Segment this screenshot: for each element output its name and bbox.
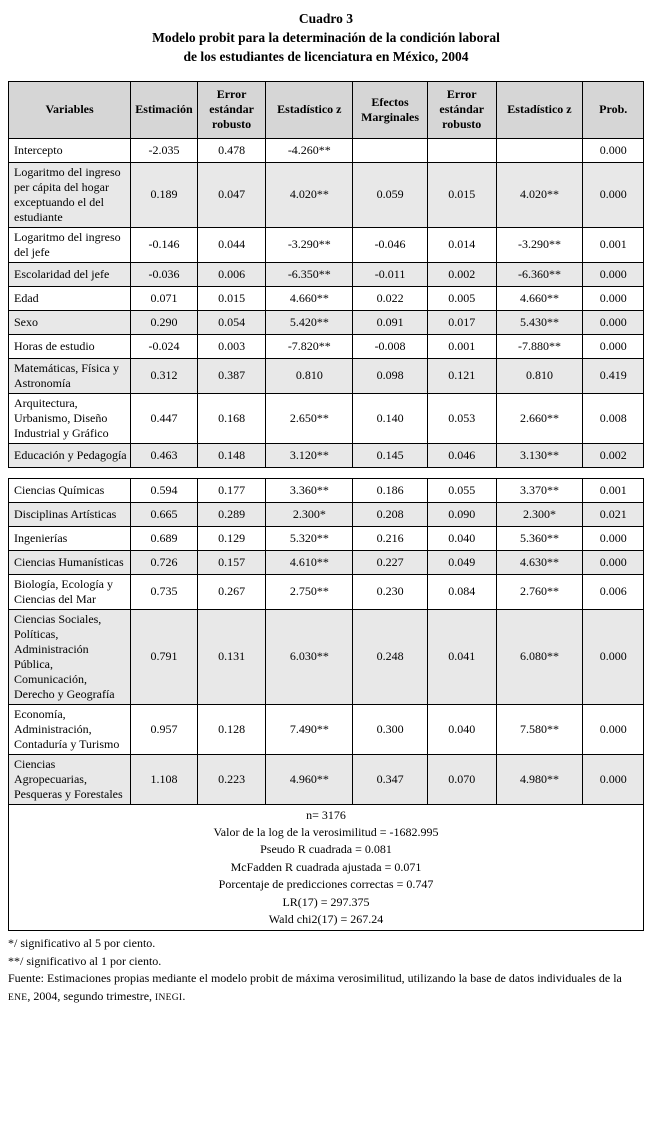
statistic-line: Pseudo R cuadrada = 0.081 (260, 842, 392, 857)
table-row (9, 478, 644, 502)
value-cell: 2.660** (496, 393, 583, 443)
value-cell: 0.140 (353, 393, 428, 443)
value-cell: -3.290** (266, 227, 353, 262)
source-text-1: Fuente: Estimaciones propias mediante el modelo probit de máxima verosimilitud, utilizando la base de datos individuales de la (8, 971, 622, 986)
value-cell: 0.040 (427, 704, 496, 754)
value-cell: 0.090 (427, 502, 496, 526)
value-cell: 6.030** (266, 609, 353, 704)
value-cell: -2.035 (131, 138, 198, 162)
value-cell: 2.760** (496, 574, 583, 609)
value-cell: 0.810 (266, 358, 353, 393)
table-row (9, 443, 644, 467)
value-cell: 4.020** (266, 162, 353, 227)
table-row (9, 334, 644, 358)
value-cell: 0.044 (197, 227, 266, 262)
value-cell: 0.208 (353, 502, 428, 526)
value-cell: 0.055 (427, 478, 496, 502)
note-significance-5pct: */ significativo al 5 por ciento. (8, 936, 156, 951)
probit-table-part1 (8, 81, 644, 468)
value-cell: 0.049 (427, 550, 496, 574)
variable-name-cell: Ciencias Químicas (9, 478, 131, 502)
variable-name-cell: Ciencias Sociales, Políticas, Administración Pública, Comunicación, Derecho y Geografía (9, 609, 131, 704)
value-cell: 0.129 (197, 526, 266, 550)
value-cell: 0.001 (583, 478, 644, 502)
value-cell: 0.001 (427, 334, 496, 358)
value-cell: 0.091 (353, 310, 428, 334)
value-cell: -7.820** (266, 334, 353, 358)
value-cell: 0.070 (427, 754, 496, 804)
table-row (9, 609, 644, 704)
value-cell: 0.230 (353, 574, 428, 609)
value-cell: 0.040 (427, 526, 496, 550)
value-cell: 0.290 (131, 310, 198, 334)
table-row (9, 574, 644, 609)
table-caption-line1: Modelo probit para la determinación de la condición laboral (152, 29, 500, 45)
value-cell: 0.248 (353, 609, 428, 704)
statistics-row (9, 804, 644, 931)
value-cell: 0.447 (131, 393, 198, 443)
value-cell: 5.320** (266, 526, 353, 550)
value-cell: 0.419 (583, 358, 644, 393)
table-row (9, 358, 644, 393)
value-cell: 4.630** (496, 550, 583, 574)
value-cell: 0.000 (583, 704, 644, 754)
value-cell: 5.360** (496, 526, 583, 550)
value-cell: -6.350** (266, 262, 353, 286)
variable-name-cell: Arquitectura, Urbanismo, Diseño Industrial y Gráfico (9, 393, 131, 443)
variable-name-cell: Logaritmo del ingreso per cápita del hogar exceptuando el del estudiante (9, 162, 131, 227)
value-cell: 3.120** (266, 443, 353, 467)
value-cell: 0.735 (131, 574, 198, 609)
note-significance-1pct: **/ significativo al 1 por ciento. (8, 953, 162, 968)
value-cell: 0.000 (583, 754, 644, 804)
col-header-prob: Prob. (583, 81, 644, 138)
table-row (9, 227, 644, 262)
value-cell: 0.157 (197, 550, 266, 574)
value-cell: 0.008 (583, 393, 644, 443)
value-cell: 0.689 (131, 526, 198, 550)
value-cell: 0.312 (131, 358, 198, 393)
variable-name-cell: Matemáticas, Física y Astronomía (9, 358, 131, 393)
value-cell: 0.084 (427, 574, 496, 609)
value-cell: 5.420** (266, 310, 353, 334)
table-row (9, 550, 644, 574)
table-notes (8, 935, 644, 1005)
value-cell: 7.490** (266, 704, 353, 754)
value-cell: 3.130** (496, 443, 583, 467)
table-row (9, 286, 644, 310)
value-cell: 0.000 (583, 550, 644, 574)
table-row (9, 393, 644, 443)
value-cell: 6.080** (496, 609, 583, 704)
col-header-variables: Variables (9, 81, 131, 138)
statistic-line: Valor de la log de la verosimilitud = -1682.995 (213, 825, 439, 840)
table-row (9, 162, 644, 227)
variable-name-cell: Ingenierías (9, 526, 131, 550)
value-cell: -0.036 (131, 262, 198, 286)
variable-name-cell: Economía, Administración, Contaduría y Turismo (9, 704, 131, 754)
value-cell: 0.098 (353, 358, 428, 393)
value-cell: 0.041 (427, 609, 496, 704)
col-header-estimacion: Estimación (131, 81, 198, 138)
value-cell: 0.478 (197, 138, 266, 162)
value-cell: 0.177 (197, 478, 266, 502)
col-header-efectos-marginales: Efectos Marginales (353, 81, 428, 138)
variable-name-cell: Edad (9, 286, 131, 310)
value-cell: 0.002 (583, 443, 644, 467)
acronym-inegi: INEGI (155, 992, 183, 1003)
value-cell: 0.000 (583, 334, 644, 358)
value-cell: 0.216 (353, 526, 428, 550)
value-cell: 0.223 (197, 754, 266, 804)
value-cell: 0.071 (131, 286, 198, 310)
value-cell: 7.580** (496, 704, 583, 754)
value-cell: 3.360** (266, 478, 353, 502)
value-cell: 4.660** (266, 286, 353, 310)
value-cell: 2.300* (496, 502, 583, 526)
variable-name-cell: Ciencias Agropecuarias, Pesqueras y Forestales (9, 754, 131, 804)
value-cell: 0.148 (197, 443, 266, 467)
value-cell: 0.810 (496, 358, 583, 393)
value-cell: 0.005 (427, 286, 496, 310)
table-row (9, 704, 644, 754)
value-cell: 4.980** (496, 754, 583, 804)
value-cell: 0.957 (131, 704, 198, 754)
value-cell: 0.015 (197, 286, 266, 310)
value-cell: 0.006 (583, 574, 644, 609)
value-cell: 0.463 (131, 443, 198, 467)
table-row (9, 310, 644, 334)
model-statistics (9, 804, 644, 931)
value-cell: 0.000 (583, 262, 644, 286)
value-cell (496, 138, 583, 162)
value-cell: -0.146 (131, 227, 198, 262)
value-cell: 2.300* (266, 502, 353, 526)
value-cell: 4.610** (266, 550, 353, 574)
value-cell: 3.370** (496, 478, 583, 502)
value-cell: 0.054 (197, 310, 266, 334)
value-cell: -0.046 (353, 227, 428, 262)
value-cell (427, 138, 496, 162)
col-header-estadistico-z-1: Estadístico z (266, 81, 353, 138)
value-cell: 1.108 (131, 754, 198, 804)
value-cell: 0.267 (197, 574, 266, 609)
value-cell: 0.047 (197, 162, 266, 227)
variable-name-cell: Horas de estudio (9, 334, 131, 358)
value-cell: 0.000 (583, 162, 644, 227)
variable-name-cell: Escolaridad del jefe (9, 262, 131, 286)
variable-name-cell: Ciencias Humanísticas (9, 550, 131, 574)
table-row (9, 262, 644, 286)
value-cell: 0.003 (197, 334, 266, 358)
value-cell: 0.059 (353, 162, 428, 227)
value-cell: 0.791 (131, 609, 198, 704)
variable-name-cell: Biología, Ecología y Ciencias del Mar (9, 574, 131, 609)
variable-name-cell: Disciplinas Artísticas (9, 502, 131, 526)
value-cell: -3.290** (496, 227, 583, 262)
value-cell: -7.880** (496, 334, 583, 358)
table-row (9, 526, 644, 550)
note-source (8, 970, 644, 1005)
value-cell: 2.750** (266, 574, 353, 609)
value-cell: 0.000 (583, 310, 644, 334)
variable-name-cell: Logaritmo del ingreso del jefe (9, 227, 131, 262)
table-row (9, 138, 644, 162)
value-cell: 0.227 (353, 550, 428, 574)
value-cell: 0.145 (353, 443, 428, 467)
table-row (9, 754, 644, 804)
table-title (8, 10, 644, 67)
value-cell: 0.186 (353, 478, 428, 502)
table-number: Cuadro 3 (298, 11, 354, 26)
value-cell: 0.189 (131, 162, 198, 227)
value-cell: 4.660** (496, 286, 583, 310)
value-cell: -0.011 (353, 262, 428, 286)
source-text-3: . (182, 988, 186, 1003)
statistic-line: LR(17) = 297.375 (282, 894, 370, 909)
value-cell: 0.022 (353, 286, 428, 310)
value-cell: 0.000 (583, 609, 644, 704)
value-cell: 0.014 (427, 227, 496, 262)
variable-name-cell: Sexo (9, 310, 131, 334)
value-cell: 5.430** (496, 310, 583, 334)
statistic-line: Wald chi2(17) = 267.24 (268, 912, 384, 927)
value-cell: 0.000 (583, 138, 644, 162)
col-header-estadistico-z-2: Estadístico z (496, 81, 583, 138)
value-cell: 0.131 (197, 609, 266, 704)
source-text-2: , 2004, segundo trimestre, (27, 988, 156, 1003)
value-cell: 0.168 (197, 393, 266, 443)
value-cell: -6.360** (496, 262, 583, 286)
value-cell: 0.000 (583, 286, 644, 310)
value-cell: 0.289 (197, 502, 266, 526)
value-cell: 0.387 (197, 358, 266, 393)
col-header-error-robusto-1: Error estándar robusto (197, 81, 266, 138)
acronym-ene: ENE (8, 992, 28, 1003)
value-cell: 0.726 (131, 550, 198, 574)
value-cell: 0.300 (353, 704, 428, 754)
variable-name-cell: Educación y Pedagogía (9, 443, 131, 467)
statistic-line: Porcentaje de predicciones correctas = 0.747 (218, 877, 434, 892)
statistic-line: n= 3176 (306, 807, 346, 822)
value-cell: 0.128 (197, 704, 266, 754)
table-row (9, 502, 644, 526)
value-cell: 0.594 (131, 478, 198, 502)
value-cell: 0.021 (583, 502, 644, 526)
value-cell: -0.024 (131, 334, 198, 358)
col-header-error-robusto-2: Error estándar robusto (427, 81, 496, 138)
value-cell: 0.347 (353, 754, 428, 804)
statistic-line: McFadden R cuadrada ajustada = 0.071 (230, 859, 422, 874)
value-cell: -4.260** (266, 138, 353, 162)
value-cell: 0.053 (427, 393, 496, 443)
value-cell: -0.008 (353, 334, 428, 358)
probit-table-part2 (8, 478, 644, 932)
value-cell: 2.650** (266, 393, 353, 443)
table-section-gap (8, 468, 644, 478)
value-cell (353, 138, 428, 162)
table-caption-line2: de los estudiantes de licenciatura en México, 2004 (183, 48, 469, 64)
value-cell: 0.046 (427, 443, 496, 467)
value-cell: 0.002 (427, 262, 496, 286)
value-cell: 0.017 (427, 310, 496, 334)
value-cell: 4.020** (496, 162, 583, 227)
value-cell: 0.121 (427, 358, 496, 393)
header-row (9, 81, 644, 138)
value-cell: 0.665 (131, 502, 198, 526)
value-cell: 0.015 (427, 162, 496, 227)
value-cell: 0.000 (583, 526, 644, 550)
variable-name-cell: Intercepto (9, 138, 131, 162)
value-cell: 0.001 (583, 227, 644, 262)
value-cell: 0.006 (197, 262, 266, 286)
value-cell: 4.960** (266, 754, 353, 804)
